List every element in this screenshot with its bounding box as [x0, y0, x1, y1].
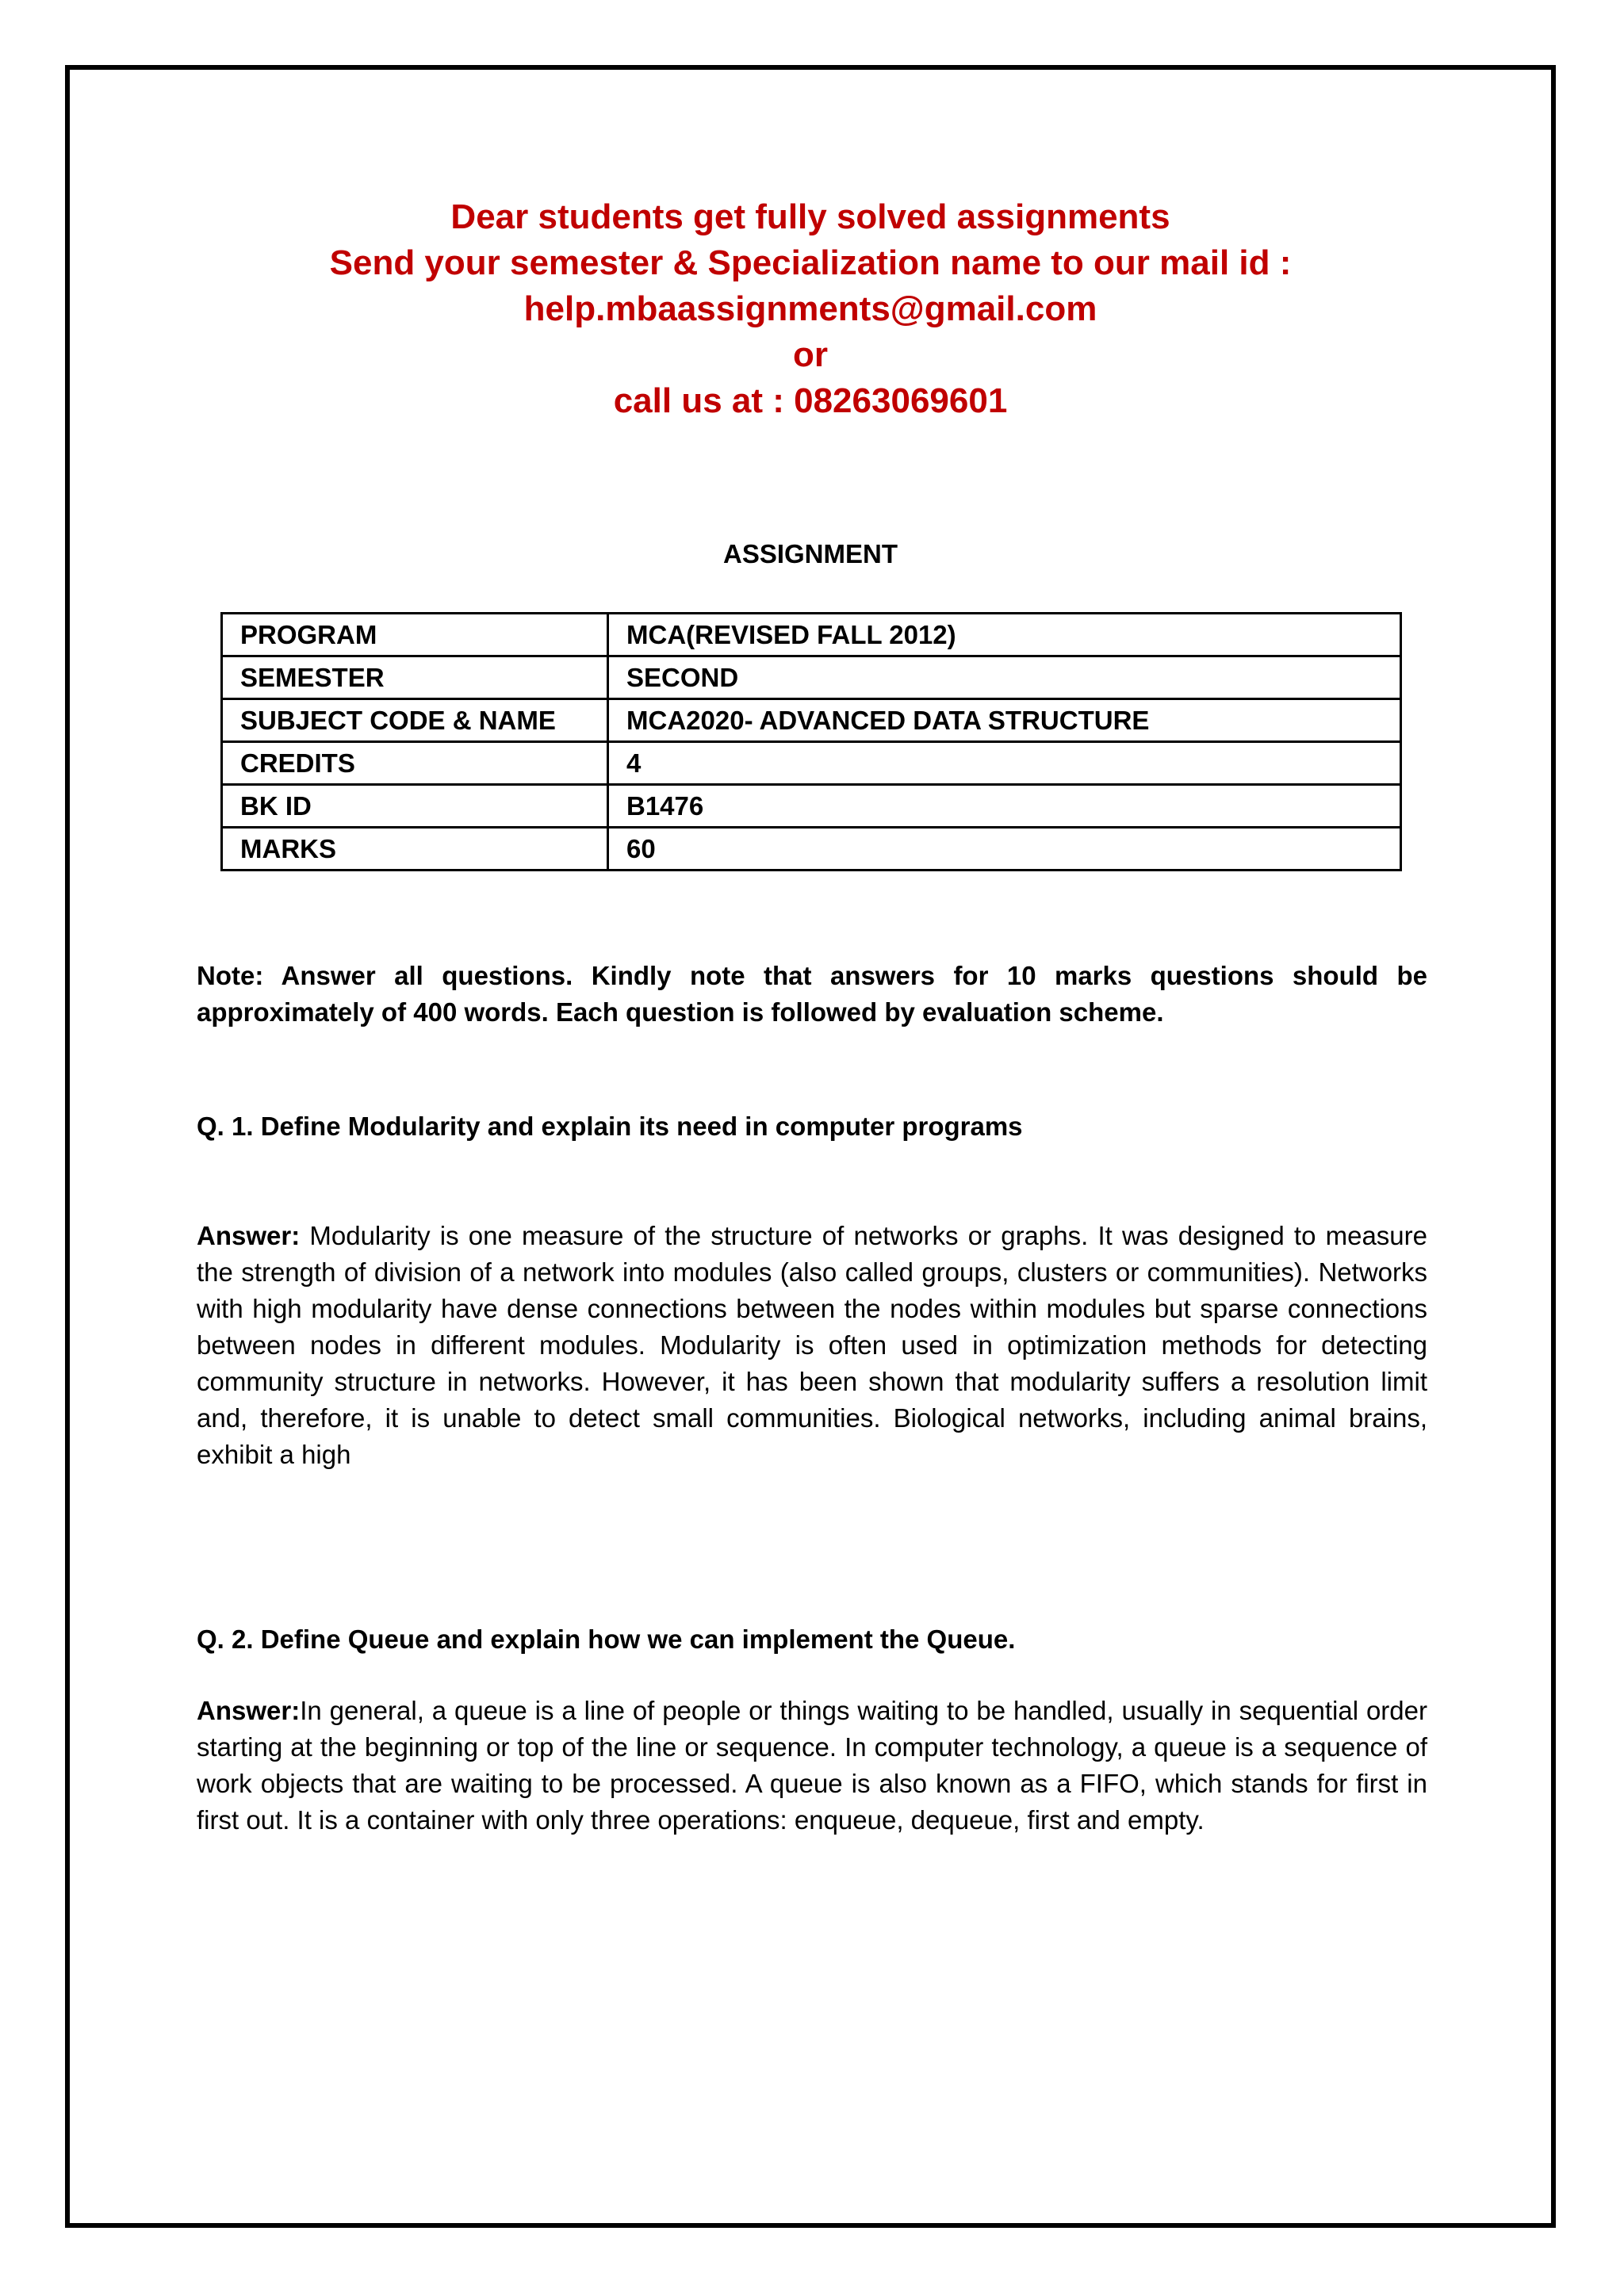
- table-row: [222, 656, 1401, 699]
- promo-line-2: Send your semester & Specialization name to our mail id :: [329, 243, 1292, 282]
- answer-text: In general, a queue is a line of people or things waiting to be handled, usually in sequential order starting at the beginning or top of the line or sequence. In computer technology, a queue is a sequence of work objects that are waiting to be processed. A queue is also known as a FIFO, which stands for first in first out. It is a container with only three operations: enqueue, dequeue, first and empty.: [197, 1696, 1427, 1835]
- promo-or: or: [793, 335, 828, 374]
- promo-email[interactable]: help.mbaassignments@gmail.com: [523, 289, 1097, 328]
- promo-phone: call us at : 08263069601: [613, 381, 1008, 420]
- row-label: SEMESTER: [222, 656, 608, 699]
- question-1: Q. 1. Define Modularity and explain its need in computer programs: [197, 1112, 1023, 1141]
- row-value: 4: [608, 742, 1401, 785]
- answer-label: Answer:: [197, 1696, 301, 1725]
- row-label: BK ID: [222, 785, 608, 828]
- assignment-info-table: [220, 612, 1402, 871]
- row-label: PROGRAM: [222, 614, 608, 656]
- table-row: [222, 785, 1401, 828]
- assignment-title: ASSIGNMENT: [722, 539, 898, 568]
- table-row: [222, 614, 1401, 656]
- promo-banner: [65, 194, 1556, 424]
- row-value: SECOND: [608, 656, 1401, 699]
- row-value: 60: [608, 828, 1401, 871]
- promo-line-1: Dear students get fully solved assignments: [450, 197, 1170, 236]
- answer-1: [197, 1218, 1427, 1473]
- row-label: SUBJECT CODE & NAME: [222, 699, 608, 742]
- instructions-note: Note: Answer all questions. Kindly note that answers for 10 marks questions should be approximately of 400 words. Each question is followed by evaluation scheme.: [197, 961, 1427, 1027]
- answer-label: Answer:: [197, 1221, 301, 1250]
- answer-2: [197, 1693, 1427, 1839]
- row-label: MARKS: [222, 828, 608, 871]
- row-label: CREDITS: [222, 742, 608, 785]
- table-row: [222, 699, 1401, 742]
- row-value: MCA2020- ADVANCED DATA STRUCTURE: [608, 699, 1401, 742]
- row-value: B1476: [608, 785, 1401, 828]
- table-row: [222, 742, 1401, 785]
- answer-text: Modularity is one measure of the structure of networks or graphs. It was designed to measure the strength of division of a network into modules (also called groups, clusters or communities). Networks with high modularity have dense connections between the nodes within modules but sparse connections between nodes in different modules. Modularity is often used in optimization methods for detecting community structure in networks. However, it has been shown that modularity suffers a resolution limit and, therefore, it is unable to detect small communities. Biological networks, including animal brains, exhibit a high: [197, 1221, 1427, 1469]
- table-row: [222, 828, 1401, 871]
- question-2: Q. 2. Define Queue and explain how we can implement the Queue.: [197, 1624, 1016, 1654]
- row-value: MCA(REVISED FALL 2012): [608, 614, 1401, 656]
